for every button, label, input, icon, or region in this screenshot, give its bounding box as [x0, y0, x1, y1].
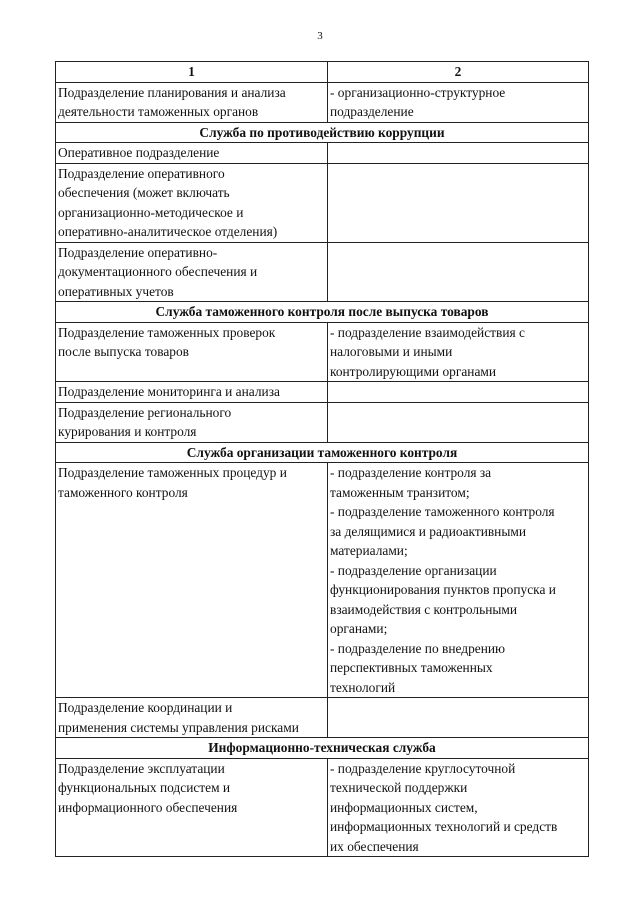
sub-units-cell — [328, 402, 589, 442]
section-title: Служба таможенного контроля после выпуска товаров — [56, 302, 589, 323]
cell-text-line: перспективных таможенных — [330, 660, 493, 675]
unit-name-cell — [56, 382, 328, 403]
unit-name-cell — [56, 143, 328, 164]
cell-text-line: - подразделение по внедрению — [330, 640, 506, 656]
column-header-2: 2 — [328, 62, 589, 83]
structure-table — [55, 61, 589, 857]
table-row — [56, 242, 589, 302]
unit-name-cell — [56, 698, 328, 738]
table-header-row — [56, 62, 589, 83]
cell-text-line: функциональных подсистем и — [58, 780, 231, 795]
cell-text-line: Подразделение оперативно- — [58, 244, 218, 260]
cell-text-line: налоговыми и иными — [330, 344, 453, 359]
cell-text-line: - подразделение контроля за — [330, 465, 492, 480]
cell-text-line: обеспечения (может включать — [58, 185, 230, 200]
cell-text-line: - подразделение организации — [330, 562, 497, 578]
cell-text-line: - подразделение круглосуточной — [330, 760, 516, 776]
sub-units-cell — [328, 322, 589, 382]
section-header-row — [56, 122, 589, 143]
section-header-row — [56, 738, 589, 759]
cell-text-line: информационного обеспечения — [58, 799, 238, 815]
section-title: Служба организации таможенного контроля — [56, 442, 589, 463]
unit-name-cell — [56, 758, 328, 857]
table-row — [56, 143, 589, 164]
cell-text-line: Подразделение оперативного — [58, 165, 225, 181]
cell-text-line: таможенного контроля — [58, 484, 188, 500]
cell-text-line: курирования и контроля — [58, 424, 197, 439]
cell-text-line: материалами; — [330, 543, 408, 558]
sub-units-cell — [328, 163, 589, 242]
table-row — [56, 382, 589, 403]
cell-text-line: Оперативное подразделение — [58, 145, 220, 160]
sub-units-cell — [328, 143, 589, 164]
unit-name-cell — [56, 82, 328, 122]
unit-name-cell — [56, 322, 328, 382]
cell-text-line: контролирующими органами — [330, 363, 497, 379]
cell-text-line: - организационно-структурное — [330, 84, 506, 100]
cell-text-line: Подразделение координации и — [58, 700, 233, 715]
table-row — [56, 463, 589, 698]
cell-text-line: органами; — [330, 621, 388, 636]
cell-text-line: - подразделение таможенного контроля — [330, 504, 555, 519]
column-header-1: 1 — [56, 62, 328, 83]
cell-text-line: применения системы управления рисками — [58, 719, 299, 735]
unit-name-cell — [56, 163, 328, 242]
cell-text-line: Подразделение мониторинга и анализа — [58, 384, 280, 399]
cell-text-line: за делящимися и радиоактивными — [330, 523, 526, 539]
cell-text-line: Подразделение регионального — [58, 404, 232, 420]
sub-units-cell — [328, 758, 589, 857]
unit-name-cell — [56, 242, 328, 302]
page-number: 3 — [317, 30, 323, 42]
table-row — [56, 322, 589, 382]
cell-text-line: их обеспечения — [330, 838, 419, 854]
section-header-row — [56, 442, 589, 463]
cell-text-line: технической поддержки — [330, 780, 468, 795]
cell-text-line: Подразделение таможенных процедур и — [58, 465, 287, 480]
cell-text-line: документационного обеспечения и — [58, 264, 258, 279]
section-title: Служба по противодействию коррупции — [56, 122, 589, 143]
unit-name-cell — [56, 402, 328, 442]
cell-text-line: взаимодействия с контрольными — [330, 601, 518, 617]
table-row — [56, 82, 589, 122]
cell-text-line: подразделение — [330, 104, 414, 119]
table-row — [56, 163, 589, 242]
table-row — [56, 402, 589, 442]
table-row — [56, 758, 589, 857]
section-header-row — [56, 302, 589, 323]
cell-text-line: после выпуска товаров — [58, 344, 190, 359]
cell-text-line: информационных технологий и средств — [330, 819, 558, 834]
sub-units-cell — [328, 242, 589, 302]
cell-text-line: технологий — [330, 679, 396, 695]
cell-text-line: таможенным транзитом; — [330, 484, 470, 500]
cell-text-line: - подразделение взаимодействия с — [330, 324, 525, 340]
cell-text-line: Подразделение таможенных проверок — [58, 324, 276, 340]
cell-text-line: оперативных учетов — [58, 283, 174, 299]
cell-text-line: оперативно-аналитическое отделения) — [58, 224, 278, 239]
unit-name-cell — [56, 463, 328, 698]
sub-units-cell — [328, 463, 589, 698]
table-row — [56, 698, 589, 738]
cell-text-line: Подразделение планирования и анализа — [58, 84, 286, 100]
cell-text-line: деятельности таможенных органов — [58, 104, 259, 119]
cell-text-line: информационных систем, — [330, 799, 478, 815]
cell-text-line: организационно-методическое и — [58, 204, 244, 220]
cell-text-line: Подразделение эксплуатации — [58, 760, 225, 776]
sub-units-cell — [328, 382, 589, 403]
section-title: Информационно-техническая служба — [56, 738, 589, 759]
sub-units-cell — [328, 82, 589, 122]
cell-text-line: функционирования пунктов пропуска и — [330, 582, 556, 597]
sub-units-cell — [328, 698, 589, 738]
